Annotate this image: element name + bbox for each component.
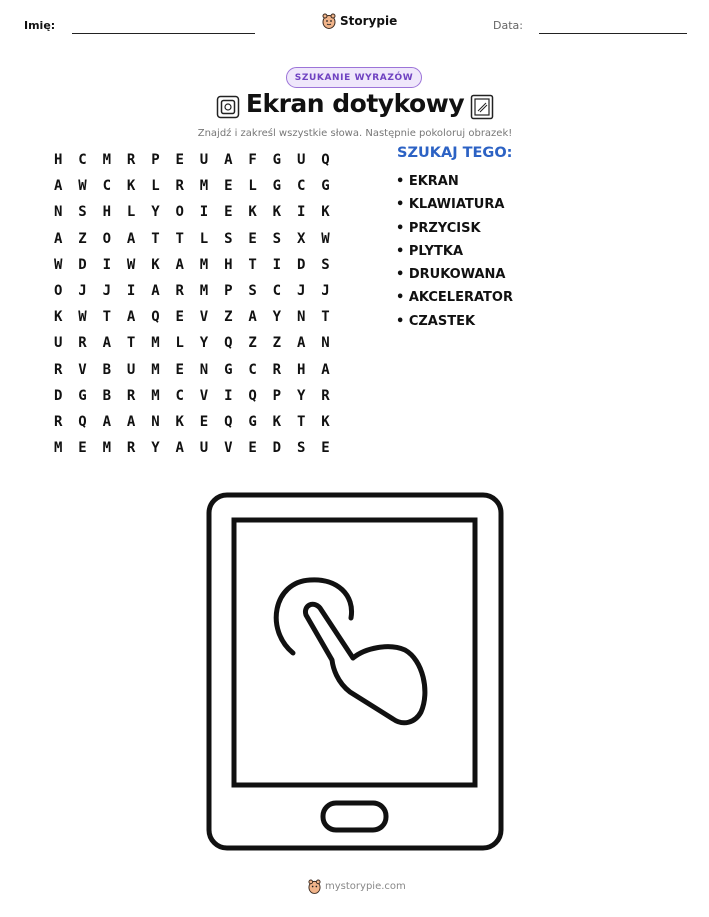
brand-name: Storypie	[340, 14, 398, 28]
grid-letter: G	[224, 361, 233, 378]
grid-letter: J	[296, 283, 306, 300]
grid-letter: S	[321, 256, 330, 273]
grid-letter: K	[272, 413, 282, 430]
grid-letter: E	[224, 204, 233, 221]
grid-letter: H	[296, 361, 306, 378]
grid-letter: K	[126, 178, 136, 195]
grid-letter: W	[321, 230, 330, 247]
grid-letter: N	[296, 309, 306, 326]
grid-letter: O	[102, 230, 112, 247]
grid-letter: I	[126, 283, 136, 300]
grid-letter: K	[272, 204, 282, 221]
grid-letter: Q	[78, 413, 87, 430]
grid-letter: Q	[151, 309, 160, 326]
word-list-item: • AKCELERATOR	[396, 290, 513, 306]
touchscreen-tablet-illustration	[205, 490, 505, 855]
grid-letter: K	[54, 309, 63, 326]
grid-letter: U	[199, 152, 209, 169]
grid-letter: A	[175, 440, 184, 457]
grid-letter: J	[78, 283, 87, 300]
grid-letter: R	[54, 413, 63, 430]
grid-letter: A	[175, 256, 184, 273]
grid-letter: D	[272, 440, 282, 457]
grid-letter: A	[224, 152, 233, 169]
grid-letter: A	[126, 230, 136, 247]
grid-letter: O	[54, 283, 63, 300]
grid-letter: N	[54, 204, 63, 221]
grid-letter: Y	[272, 309, 282, 326]
grid-letter: Z	[272, 335, 282, 352]
date-line	[539, 33, 687, 34]
grid-letter: C	[102, 178, 112, 195]
grid-letter: L	[248, 178, 257, 195]
grid-letter: G	[78, 387, 87, 404]
grid-letter: Y	[151, 440, 160, 457]
grid-letter: L	[175, 335, 184, 352]
grid-letter: N	[321, 335, 330, 352]
grid-letter: B	[102, 387, 112, 404]
grid-letter: C	[272, 283, 282, 300]
grid-letter: O	[175, 204, 184, 221]
grid-letter: K	[151, 256, 160, 273]
footer-url: mystorypie.com	[325, 881, 406, 892]
grid-letter: M	[102, 152, 112, 169]
grid-letter: K	[175, 413, 184, 430]
grid-letter: E	[248, 440, 257, 457]
footer	[308, 879, 406, 894]
grid-letter: Z	[78, 230, 87, 247]
grid-letter: M	[151, 387, 160, 404]
storypie-mascot-icon	[308, 879, 321, 894]
grid-letter: B	[102, 361, 112, 378]
grid-letter: G	[272, 152, 282, 169]
grid-letter: R	[126, 152, 136, 169]
grid-letter: D	[296, 256, 306, 273]
grid-letter: V	[224, 440, 233, 457]
word-list-item: • PRZYCISK	[396, 220, 481, 236]
grid-letter: R	[321, 387, 330, 404]
grid-letter: R	[126, 387, 136, 404]
grid-letter: N	[199, 361, 209, 378]
word-list-item: • KLAWIATURA	[396, 197, 505, 213]
grid-letter: Y	[199, 335, 209, 352]
grid-letter: C	[296, 178, 306, 195]
grid-letter: T	[102, 309, 112, 326]
grid-letter: K	[248, 204, 257, 221]
grid-letter: U	[296, 152, 306, 169]
grid-letter: Y	[296, 387, 306, 404]
grid-letter: H	[224, 256, 233, 273]
grid-letter: I	[296, 204, 306, 221]
grid-letter: A	[54, 178, 63, 195]
grid-letter: R	[126, 440, 136, 457]
grid-letter: C	[78, 152, 87, 169]
grid-letter: G	[248, 413, 257, 430]
grid-letter: W	[54, 256, 63, 273]
grid-letter: Z	[248, 335, 257, 352]
grid-letter: A	[321, 361, 330, 378]
grid-letter: V	[78, 361, 87, 378]
grid-letter: W	[78, 178, 87, 195]
grid-letter: J	[321, 283, 330, 300]
grid-letter: E	[248, 230, 257, 247]
grid-letter: A	[151, 283, 160, 300]
grid-letter: S	[248, 283, 257, 300]
grid-letter: Q	[224, 413, 233, 430]
grid-letter: L	[199, 230, 209, 247]
grid-letter: A	[102, 413, 112, 430]
grid-letter: C	[175, 387, 184, 404]
grid-letter: T	[248, 256, 257, 273]
grid-letter: T	[175, 230, 184, 247]
grid-letter: V	[199, 387, 209, 404]
grid-letter: M	[199, 178, 209, 195]
grid-letter: T	[151, 230, 160, 247]
word-list	[396, 170, 513, 333]
grid-letter: A	[102, 335, 112, 352]
grid-letter: T	[126, 335, 136, 352]
word-list-title: SZUKAJ TEGO:	[397, 145, 513, 161]
grid-letter: V	[199, 309, 209, 326]
word-list-item: • PLYTKA	[396, 243, 464, 259]
grid-letter: W	[78, 309, 87, 326]
grid-letter: J	[102, 283, 112, 300]
grid-letter: M	[151, 361, 160, 378]
grid-letter: A	[296, 335, 306, 352]
grid-letter: E	[199, 413, 209, 430]
grid-letter: H	[102, 204, 112, 221]
word-list-item: • CZASTEK	[396, 313, 476, 329]
grid-letter: Z	[224, 309, 233, 326]
grid-letter: E	[321, 440, 330, 457]
grid-letter: L	[126, 204, 136, 221]
grid-letter: A	[126, 309, 136, 326]
grid-letter: M	[199, 283, 209, 300]
word-list-item: • EKRAN	[396, 174, 459, 189]
grid-letter: M	[54, 440, 63, 457]
grid-letter: F	[248, 152, 257, 169]
grid-letter: K	[321, 204, 330, 221]
grid-letter: D	[78, 256, 87, 273]
grid-letter: D	[54, 387, 63, 404]
worksheet-type-badge: SZUKANIE WYRAZÓW	[286, 67, 422, 88]
grid-letter: E	[224, 178, 233, 195]
grid-letter: U	[199, 440, 209, 457]
grid-letter: Q	[248, 387, 257, 404]
grid-letter: A	[248, 309, 257, 326]
storypie-mascot-icon	[322, 13, 336, 29]
grid-letter: S	[272, 230, 282, 247]
grid-letter: X	[296, 230, 306, 247]
grid-letter: U	[126, 361, 136, 378]
date-label: Data:	[493, 19, 523, 32]
grid-letter: R	[78, 335, 87, 352]
brand-logo	[322, 13, 397, 29]
instructions: Znajdź i zakreśl wszystkie słowa. Następnie pokoloruj obrazek!	[197, 128, 513, 139]
name-line	[72, 33, 255, 34]
word-list-item: • DRUKOWANA	[396, 267, 506, 283]
grid-letter: M	[199, 256, 209, 273]
grid-letter: N	[151, 413, 160, 430]
grid-letter: P	[224, 283, 233, 300]
page-title: Ekran dotykowy	[245, 89, 465, 118]
grid-letter: S	[78, 204, 87, 221]
grid-letter: R	[54, 361, 63, 378]
grid-letter: I	[272, 256, 282, 273]
grid-letter: Y	[151, 204, 160, 221]
grid-letter: R	[272, 361, 282, 378]
grid-letter: G	[272, 178, 282, 195]
grid-letter: P	[151, 152, 160, 169]
grid-letter: H	[54, 152, 63, 169]
grid-letter: K	[321, 413, 330, 430]
name-label: Imię:	[24, 19, 56, 32]
grid-letter: U	[54, 335, 63, 352]
grid-letter: L	[151, 178, 160, 195]
grid-letter: E	[175, 361, 184, 378]
grid-letter: I	[199, 204, 209, 221]
grid-letter: R	[175, 178, 184, 195]
word-search-grid	[48, 147, 340, 461]
grid-letter: I	[102, 256, 112, 273]
grid-letter: E	[78, 440, 87, 457]
grid-letter: W	[126, 256, 136, 273]
tablet-icon	[470, 94, 494, 120]
grid-letter: Q	[321, 152, 330, 169]
grid-letter: M	[102, 440, 112, 457]
grid-letter: A	[54, 230, 63, 247]
grid-letter: A	[126, 413, 136, 430]
grid-letter: I	[224, 387, 233, 404]
grid-letter: G	[321, 178, 330, 195]
grid-letter: R	[175, 283, 184, 300]
grid-letter: M	[151, 335, 160, 352]
grid-letter: S	[296, 440, 306, 457]
grid-letter: E	[175, 309, 184, 326]
grid-letter: Q	[224, 335, 233, 352]
grid-letter: C	[248, 361, 257, 378]
grid-letter: E	[175, 152, 184, 169]
grid-letter: S	[224, 230, 233, 247]
grid-letter: T	[296, 413, 306, 430]
grid-letter: P	[272, 387, 282, 404]
grid-letter: T	[321, 309, 330, 326]
